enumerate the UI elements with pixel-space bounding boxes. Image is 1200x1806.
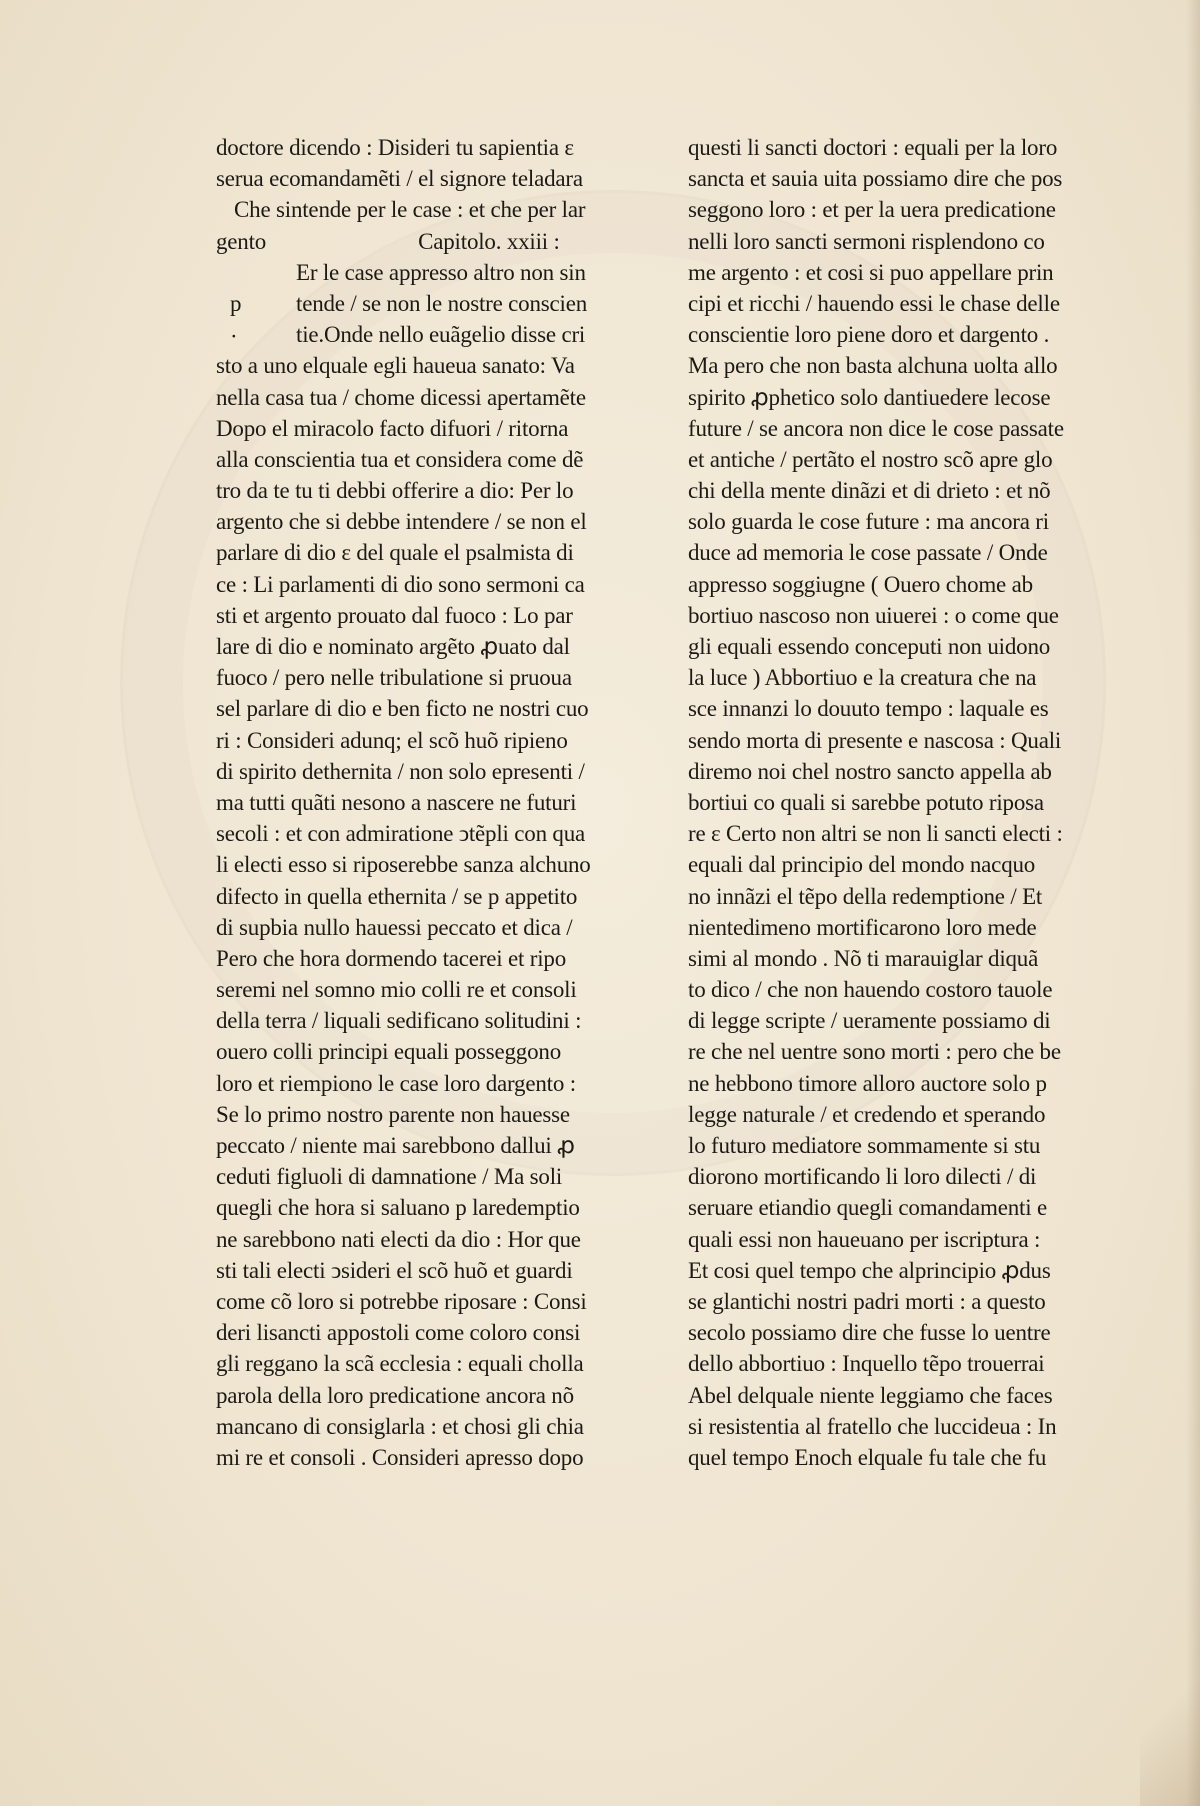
text-line: cipi et ricchi / hauendo essi le chase delle bbox=[688, 290, 1060, 316]
text-line: spirito ꝓphetico solo dantiuedere lecose bbox=[688, 384, 1051, 410]
text-line: ce : Li parlamenti di dio sono sermoni ca bbox=[216, 571, 585, 597]
text-line: ouero colli principi equali posseggono bbox=[216, 1039, 561, 1065]
text-line: ma tutti quãti nesono a nascere ne futuri bbox=[216, 789, 577, 815]
text-line: ne sarebbono nati electi da dio : Hor que bbox=[216, 1226, 581, 1252]
text-line: di legge scripte / ueramente possiamo di bbox=[688, 1008, 1051, 1034]
text-line: sto a uno elquale egli haueua sanato: Va bbox=[216, 353, 575, 379]
text-line: chi della mente dinãzi et di drieto : et nõ bbox=[688, 478, 1051, 504]
text-line: della terra / liquali sedificano solitudini : bbox=[216, 1008, 582, 1034]
text-line: come cõ loro si potrebbe riposare : Consi bbox=[216, 1288, 587, 1314]
text-line: me argento : et cosi si puo appellare prin bbox=[688, 259, 1054, 285]
text-line: mancano di consiglarla : et chosi gli chia bbox=[216, 1413, 584, 1439]
left-text-column bbox=[216, 132, 636, 1473]
drop-cap-line bbox=[216, 257, 636, 288]
text-line: Abel delquale niente leggiamo che faces bbox=[688, 1382, 1053, 1408]
text-line: seruare etiandio quegli comandamenti e bbox=[688, 1195, 1047, 1221]
text-line: ne hebbono timore alloro auctore solo p bbox=[688, 1070, 1047, 1096]
text-line: gli equali essendo conceputi non uidono bbox=[688, 634, 1051, 659]
text-line: di spirito dethernita / non solo epresenti / bbox=[216, 758, 585, 784]
text-line: si resistentia al fratello che luccideua : In bbox=[688, 1413, 1057, 1439]
text-line: lare di dio e nominato argẽto ꝓuato dal bbox=[216, 634, 570, 659]
text-line: to dico / che non hauendo costoro tauole bbox=[688, 977, 1053, 1003]
guide-dot: · bbox=[230, 324, 238, 350]
text-line: tie.Onde nello euãgelio disse cri bbox=[296, 322, 586, 348]
text-line: Se lo primo nostro parente non hauesse bbox=[216, 1101, 570, 1127]
text-line: legge naturale / et credendo et sperando bbox=[688, 1101, 1046, 1127]
text-line: deri lisancti appostoli come coloro consi bbox=[216, 1320, 581, 1346]
chapter-heading-word: gento bbox=[216, 228, 267, 254]
text-line: dello abbortiuo : Inquello tẽpo trouerrai bbox=[688, 1351, 1045, 1377]
text-line: ri : Consideri adunq; el scõ huõ ripieno bbox=[216, 727, 568, 753]
text-line: appresso soggiugne ( Ouero chome ab bbox=[688, 571, 1033, 597]
text-line: conscientie loro piene doro et dargento . bbox=[688, 322, 1050, 348]
text-line: sce innanzi lo douuto tempo : laquale es bbox=[688, 696, 1049, 722]
text-line: Dopo el miracolo facto difuori / ritorna bbox=[216, 415, 569, 441]
text-line: doctore dicendo : Disideri tu sapientia ε bbox=[216, 135, 574, 160]
text-line: future / se ancora non dice le cose passate bbox=[688, 415, 1064, 441]
text-line: seggono loro : et per la uera predicatione bbox=[688, 197, 1056, 223]
text-line: secoli : et con admiratione ↄtẽpli con qua bbox=[216, 821, 586, 847]
text-line: Er le case appresso altro non sin bbox=[296, 259, 586, 285]
text-line: et antiche / pertãto el nostro scõ apre glo bbox=[688, 446, 1053, 472]
text-line: la luce ) Abbortiuo e la creatura che na bbox=[688, 665, 1037, 691]
text-line: di supbia nullo hauessi peccato et dica / bbox=[216, 914, 573, 940]
text-line: solo guarda le cose future : ma ancora ri bbox=[688, 509, 1049, 535]
text-line: argento che si debbe intendere / se non el bbox=[216, 509, 587, 535]
text-line: alla conscientia tua et considera come dẽ bbox=[216, 446, 584, 472]
text-line: tro da te tu ti debbi offerire a dio: Per lo bbox=[216, 478, 574, 504]
text-line: gli reggano la scã ecclesia : equali cholla bbox=[216, 1351, 584, 1377]
text-line: tende / se non le nostre conscien bbox=[296, 290, 588, 316]
text-line: secolo possiamo dire che fusse lo uentre bbox=[688, 1320, 1051, 1346]
text-line: no innãzi el tẽpo della redemptione / Et bbox=[688, 883, 1043, 909]
text-line: Et cosi quel tempo che alprincipio ꝓdus bbox=[688, 1257, 1051, 1283]
text-line: diremo noi chel nostro sancto appella ab bbox=[688, 758, 1052, 784]
text-line: duce ad memoria le cose passate / Onde bbox=[688, 540, 1048, 566]
drop-cap-line bbox=[216, 288, 636, 319]
text-line: parlare di dio ε del quale el psalmista di bbox=[216, 540, 574, 566]
text-line: se glantichi nostri padri morti : a questo bbox=[688, 1288, 1046, 1314]
text-line: li electi esso si riposerebbe sanza alchuno bbox=[216, 852, 591, 878]
text-line: nientedimeno mortificarono loro mede bbox=[688, 914, 1037, 940]
chapter-heading-line-2 bbox=[216, 226, 636, 257]
text-line: bortiuo nascoso non uiuerei : o come que bbox=[688, 602, 1059, 628]
text-line: quali essi non haueuano per iscriptura : bbox=[688, 1226, 1041, 1252]
left-body-text bbox=[216, 350, 636, 1473]
text-line: questi li sancti doctori : equali per la loro bbox=[688, 135, 1058, 160]
text-line: diorono mortificando li loro dilecti / di bbox=[688, 1164, 1037, 1190]
text-line: peccato / niente mai sarebbono dallui ꝓ bbox=[216, 1133, 575, 1158]
text-line: nelli loro sancti sermoni risplendono co bbox=[688, 228, 1045, 254]
text-line: seremi nel somno mio colli re et consoli bbox=[216, 977, 577, 1003]
text-line: serua ecomandamẽti / el signore teladara bbox=[216, 166, 583, 192]
text-line: sti et argento prouato dal fuoco : Lo par bbox=[216, 602, 573, 628]
text-line: loro et riempiono le case loro dargento : bbox=[216, 1070, 576, 1096]
text-line: fuoco / pero nelle tribulatione si pruoua bbox=[216, 665, 572, 691]
right-text-column bbox=[688, 132, 1108, 1473]
text-line: sti tali electi ↄsideri el scõ huõ et guardi bbox=[216, 1257, 573, 1283]
text-line: quegli che hora si saluano p laredemptio bbox=[216, 1195, 580, 1221]
text-line: equali dal principio del mondo nacquo bbox=[688, 852, 1036, 878]
drop-cap-line bbox=[216, 319, 636, 350]
text-line: mi re et consoli . Consideri apresso dopo bbox=[216, 1444, 584, 1470]
text-line: parola della loro predicatione ancora nõ bbox=[216, 1382, 574, 1408]
text-line: quel tempo Enoch elquale fu tale che fu bbox=[688, 1444, 1047, 1470]
text-line: simi al mondo . Nõ ti marauiglar diquã bbox=[688, 945, 1039, 971]
page-edge-shadow bbox=[1186, 0, 1200, 1806]
page-corner-shadow bbox=[1140, 1646, 1200, 1806]
text-line: sendo morta di presente e nascosa : Quali bbox=[688, 727, 1062, 753]
text-line: ceduti figluoli di damnatione / Ma soli bbox=[216, 1164, 563, 1190]
text-line: bortiui co quali si sarebbe potuto riposa bbox=[688, 789, 1044, 815]
chapter-number: Capitolo. xxiii : bbox=[418, 228, 560, 254]
text-line: sancta et sauia uita possiamo dire che pos bbox=[688, 166, 1063, 192]
text-line: Pero che hora dormendo tacerei et ripo bbox=[216, 945, 567, 971]
text-line: re che nel uentre sono morti : pero che be bbox=[688, 1039, 1061, 1065]
chapter-heading-line-1: Che sintende per le case : et che per lar bbox=[234, 197, 586, 223]
text-line: Ma pero che non basta alchuna uolta allo bbox=[688, 353, 1058, 379]
text-line: re ε Certo non altri se non li sancti electi : bbox=[688, 821, 1063, 847]
text-line: lo futuro mediatore sommamente si stu bbox=[688, 1133, 1041, 1158]
text-line: difecto in quella ethernita / se p appetito bbox=[216, 883, 578, 909]
guide-letter: p bbox=[230, 290, 242, 316]
text-line: sel parlare di dio e ben ficto ne nostri cuo bbox=[216, 696, 589, 722]
text-line: nella casa tua / chome dicessi apertamẽte bbox=[216, 384, 586, 410]
